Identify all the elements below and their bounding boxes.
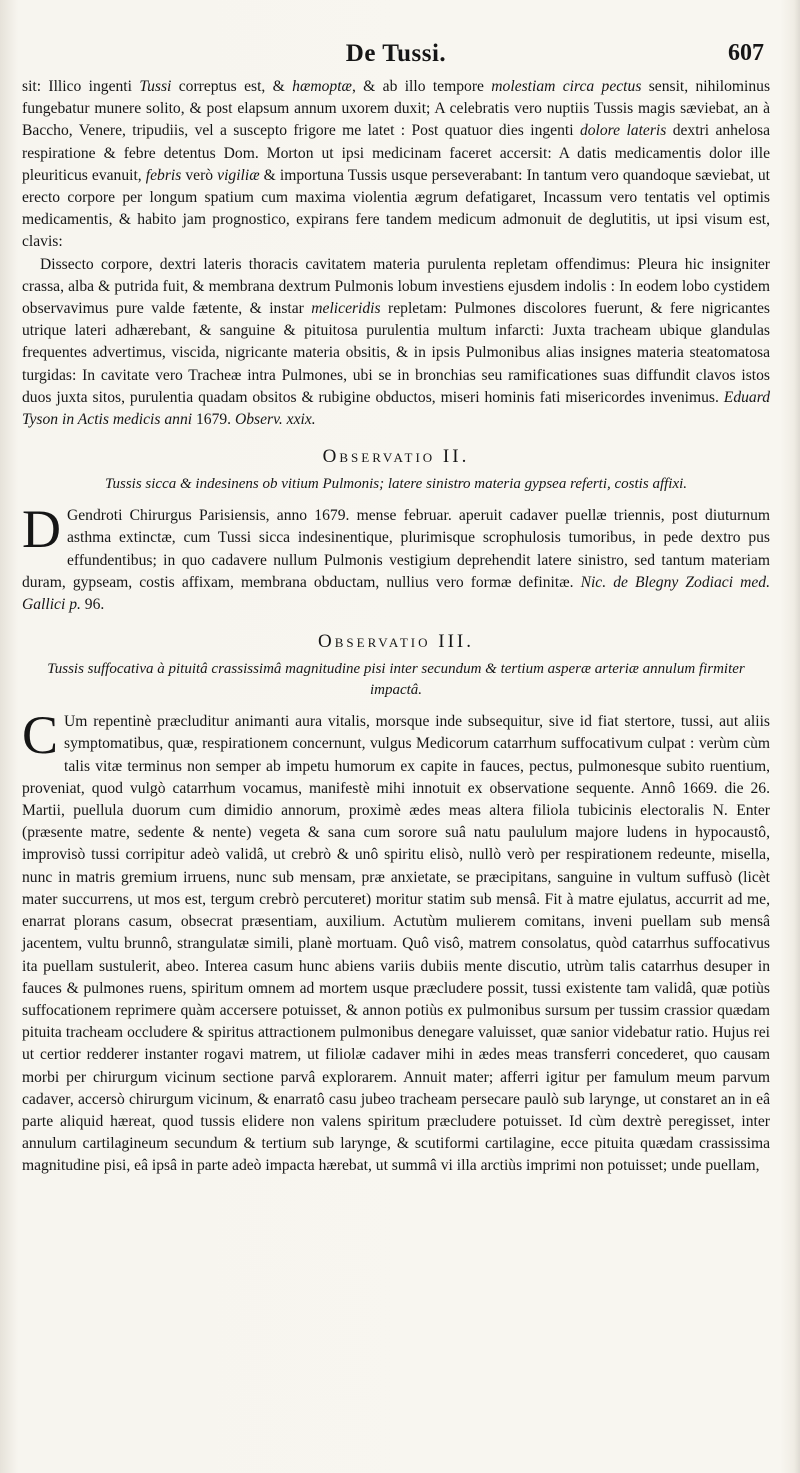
obs1_continuation-p1-run: correptus est, & <box>171 78 293 95</box>
obs2-body-run: 96. <box>80 596 105 614</box>
drop-cap-d: D <box>22 499 61 560</box>
obs1_continuation-p2-run: 1679. <box>192 411 235 429</box>
observation-2-text <box>22 499 770 614</box>
observation-2-summary: Tussis sicca & indesinens ob vitium Pulmonis; latere sinistro materia gypsea referti, costis affixi. <box>104 476 688 493</box>
page-header <box>22 40 770 76</box>
obs1_continuation-p1-run: molestiam circa pectus <box>491 78 642 95</box>
running-title: De Tussi. <box>345 40 447 67</box>
obs2-body-run: Gendroti Chirurgus Parisiensis, anno 1679. mense februar. aperuit cadaver puellæ triennis, post diuturnum asthma extinctæ, cum Tussi sicca indesinentique, plurimisque scrophulosis tumoribus, in pede dextro pus effundentibus; in quo cadavere nullum Pulmonis vestigium deprehendit latere sinistro, sed tantum materiam duram, gypseam, costis affixam, membrana obductam, nullius vero formæ definitæ. <box>22 507 770 591</box>
obs1_continuation-p1-run: dolore lateris <box>579 122 667 140</box>
observation-3-body <box>22 705 770 1177</box>
observation-1-continuation-paragraph-2 <box>22 254 770 432</box>
obs3-body-run: Um repentinè præcluditur animanti aura vitalis, morsque inde subsequitur, sive id fiat stertore, tussi, aut aliis symptomatibus, quæ, respirationem concernunt, vulgus Medicorum catarrhum suffocativum culpat : verùm cùm talis vitæ terminus non semper ab impetu humorum ex capite in fauces, pectus, pulmonesque subito ruentium, proveniat, quod vulgò catarrhum vocamus, manifestè mihi innotuit ex observatione sequente. Annô 1669. die 26. Martii, puellula duorum cum dimidio annorum, proximè ædes meas altera filiola tubicinis electoralis N. Enter (præsente matre, sedente & nente) vegeta & sana cum sorore suâ natu paululum majore ludens in hypocaustô, improvisò tussi corripitur adeò validâ, ut crebrò & unô spiritu elisò, nullò verò per respirationem redeunte, misella, nunc in matris gremium irruens, nunc sub mensam, præ anxietate, se præcipitans, sanguine in vultum suffusò (licèt mater succurrens, ut mos est, tergum crebrò percuteret) moritur statim sub mensâ. Fit à matre ejulatus, accurrit ad me, enarrat plorans casum, obsecrat præsentiam, auxilium. Actutùm mulierem comitans, inveni puellam sub mensâ jacentem, vultu brunnô, strangulatæ simili, planè mortuam. Quô visô, matrem consolatus, quòd catarrhus suffocativus ita puellam sustulerit, abeo. Interea casum hunc abiens variis dubiis mente discutio, utrùm talis catarrhus desuper in fauces & pulmones ruens, spiritum omnem ad mortem usque præcludere possit, tussi existente tam validâ, quæ potiùs suffocationem reprimere quàm accersere potuisset, & annon potiùs ex pulmonibus sursum per tussim crassior quædam pituita tracheam occludere & spiritus attractionem pulmonibus denegare valuisset, quæ sanior videbatur ratio. Hujus rei ut certior redderer instanter rogavi matrem, ut filiolæ cadaver mihi in ædes meas transferri concederet, quo causam morbi per chirurgum vicinum sectione parvâ explorarem. Annuit mater; afferri igitur per famulum meum parvum cadaver, accersò chirurgum vicinum, & enarratô casu jubeo tracheam persecare paulò sub larynge, ut constaret an in eâ parte aliquid hæreat, quod tussis elidere non valens spiritum præcludere potuisset. Id cùm dextrè peregisset, inter annulum cartilagineum secundum & tertium sub larynge, & scutiformi cartilagine, ecce pituita quædam crassissima magnitudine pisi, eâ ipsâ in parte adeò impacta hærebat, ut summâ vi illa arctiùs imprimi non potuisset; unde puellam, <box>22 713 770 1175</box>
obs2-body-run: Nic. de Blegny Zodiaci med. Gallici p. <box>22 573 770 614</box>
page-number: 607 <box>728 40 764 66</box>
obs1_continuation-p2-run: repletam: Pulmones discolores fuerunt, & fere nigricantes utrique lateri adhærebant, & sanguine & pituitosa purulentia multum infarcti: Juxta tracheam ubique glandulas frequentes advertimus, viscida, nigricante materia obsitis, & in ipsis Pulmonibus alias insignes materia steatomatosa turgidas: In cavitate vero Tracheæ intra Pulmones, ubi se in bronchias seu ramificationes suas diffundit clavos istos duos juxta sitos, purulentia quadam obsitos & rubigine obductos, miseri hominis fati misericordes invenimus. <box>22 300 770 406</box>
obs1_continuation-p1-run: vigiliæ <box>217 166 260 184</box>
obs1_continuation-p1-run: & importuna Tussis usque perseverabant: In tantum vero quandoque sæviebat, ut erecto corpore per longum spatium cum maxima violentia ægrum defatigaret, Incassum vero tentatis vel optimis medicamentis, & habito jam prognostico, expirans fere tandem medicum admonuit de deglutitis, ut ipsi visum est, clavis: <box>22 166 770 251</box>
observation-3-heading: Observatio III. <box>318 631 474 653</box>
obs1_continuation-p1-run: dextri anhelosa respiratione & febre detentus Dom. Morton ut ipsi medicinam faceret accersit: A datis medicamentis dolor ille pleuriticus evanuit, <box>22 122 771 184</box>
observation-2-body <box>22 499 770 616</box>
obs1_continuation-p1-run: sit: Illico ingenti <box>22 78 140 95</box>
obs1_continuation-p2-run: Observ. xxix. <box>234 411 316 429</box>
observation-3-summary: Tussis suffocativa à pituitâ crassissimâ magnitudine pisi inter secundum & tertium asperæ arteriæ annulum firmiter impactâ. <box>47 661 745 699</box>
obs1_continuation-p2-run: meliceridis <box>311 300 381 318</box>
drop-cap-c: C <box>22 705 59 766</box>
page-edge-shadow <box>794 0 800 1473</box>
obs1_continuation-p1-run: , & ab illo tempore <box>351 78 492 95</box>
obs1_continuation-p1-run: hæmoptæ <box>292 78 352 95</box>
observation-2-heading: Observatio II. <box>322 446 470 468</box>
obs1_continuation-p1-run: febris <box>145 166 182 184</box>
obs1_continuation-p1-run: Tussi <box>139 78 172 95</box>
observation-1-continuation-paragraph-1 <box>22 76 770 254</box>
observation-3-text <box>22 705 770 1175</box>
page-content <box>22 40 770 1178</box>
obs1_continuation-p1-run: verò <box>181 166 218 184</box>
obs1_continuation-p2-run: Eduard Tyson in Actis medicis anni <box>22 388 770 429</box>
obs1_continuation-p1-run: sensit, nihilominus fungebatur munere solito, & post elapsum annum uxorem duxit; A celebratis vero nuptiis Tussis magis sæviebat, an à Baccho, Venere, tripudiis, vel a suscepto frigore me latet : Post quatuor dies ingenti <box>22 78 771 140</box>
obs1_continuation-p2-run: Dissecto corpore, dextri lateris thoracis cavitatem materia purulenta repletam offendimus: Pleura hic insigniter crassa, alba & putrida fuit, & membrana dextrum Pulmonis lobum investiens ejusdem indolis : In eodem lobo cystidem observavimus pure valde fætente, & instar <box>22 255 770 318</box>
